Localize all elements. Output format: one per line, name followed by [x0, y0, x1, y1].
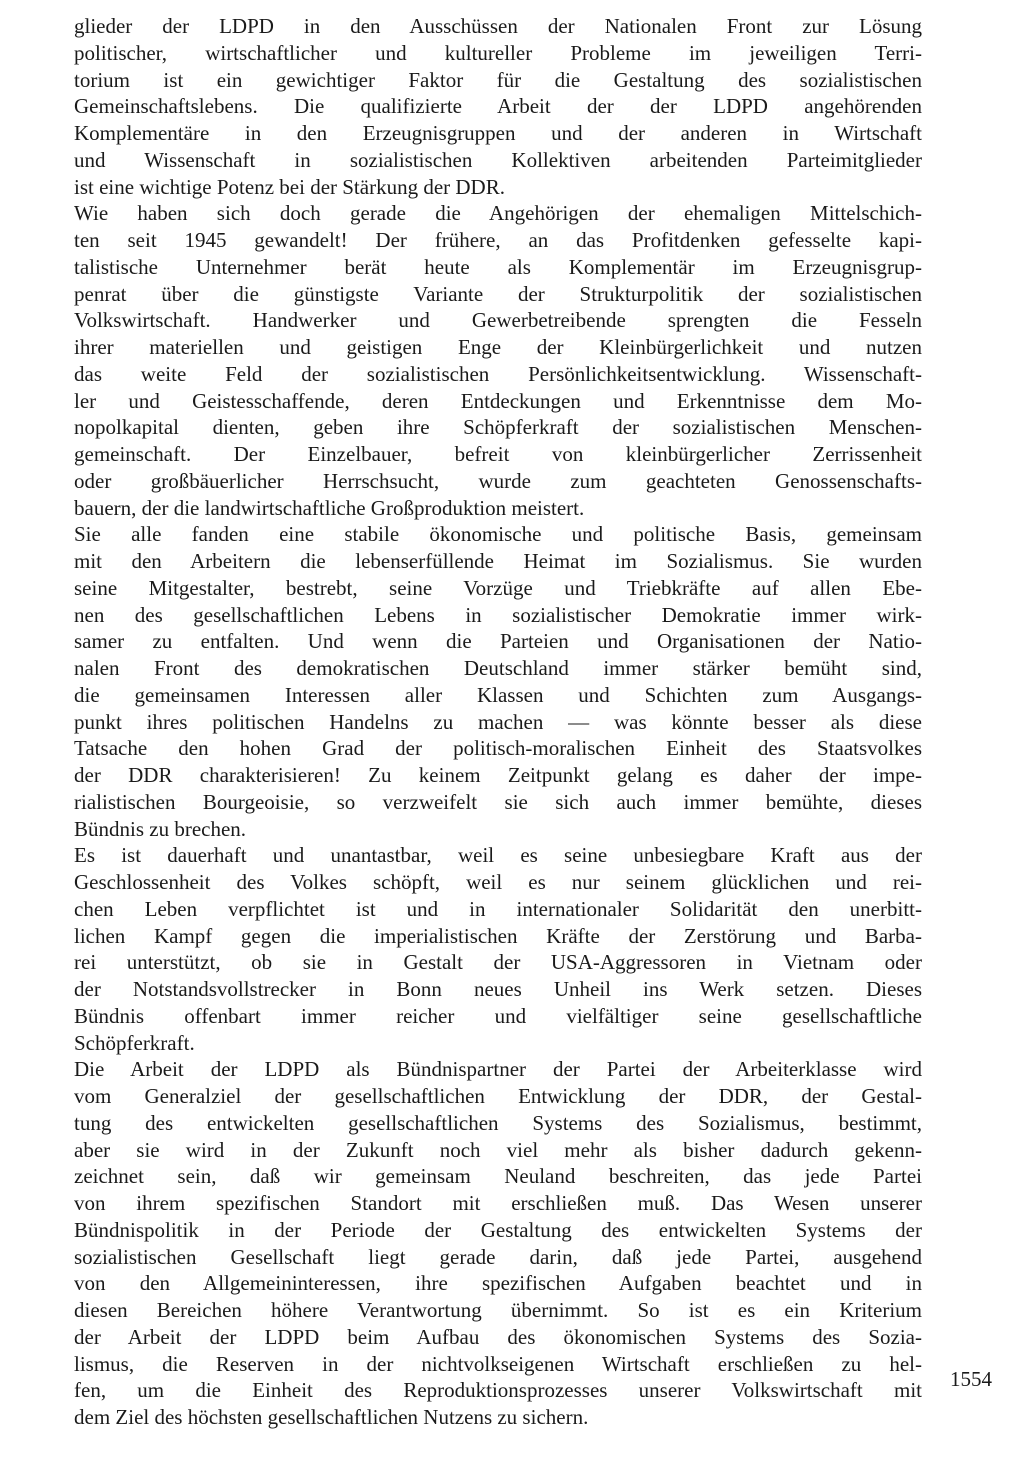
text-line: und Wissenschaft in sozialistischen Kollektiven arbeitenden Parteimitglieder [74, 147, 922, 172]
text-line: politischer, wirtschaftlicher und kultureller Probleme im jeweiligen Terri- [74, 40, 922, 65]
text-line: Volkswirtschaft. Handwerker und Gewerbetreibende sprengten die Fesseln [74, 308, 922, 333]
text-line: oder großbäuerlicher Herrschsucht, wurde zum geachteten Genossenschafts- [74, 468, 922, 493]
text-line: torium ist ein gewichtiger Faktor für die Gestaltung des sozialistischen [74, 67, 922, 92]
text-line: der Notstandsvollstrecker in Bonn neues Unheil ins Werk setzen. Dieses [74, 977, 922, 1001]
text-line: glieder der LDPD in den Ausschüssen der Nationalen Front zur Lösung [74, 14, 922, 38]
text-line: Schöpferkraft. [74, 1030, 195, 1055]
text-line: ler und Geistesschaffende, deren Entdeckungen und Erkenntnisse dem Mo- [74, 388, 922, 413]
text-line: von ihrem spezifischen Standort mit erschließen muß. Das Wesen unserer [74, 1191, 922, 1215]
page-number: 1554 [950, 1367, 992, 1391]
text-line: Bündnispolitik in der Periode der Gestaltung des entwickelten Systems der [74, 1217, 922, 1242]
body-text [74, 13, 922, 1431]
text-line: Bündnis zu brechen. [74, 816, 247, 841]
text-line: seine Mitgestalter, bestrebt, seine Vorzüge und Triebkräfte auf allen Ebe- [74, 575, 922, 600]
text-line: Sie alle fanden eine stabile ökonomische und politische Basis, gemeinsam [74, 522, 922, 547]
text-line: vom Generalziel der gesellschaftlichen Entwicklung der DDR, der Gestal- [74, 1084, 922, 1108]
text-line: Komplementäre in den Erzeugnisgruppen und der anderen in Wirtschaft [74, 121, 922, 145]
text-line: chen Leben verpflichtet ist und in internationaler Solidarität den unerbitt- [74, 896, 922, 921]
text-line: nopolkapital dienten, geben ihre Schöpferkraft der sozialistischen Menschen- [74, 415, 922, 440]
text-line: ten seit 1945 gewandelt! Der frühere, an das Profitdenken gefesselte kapi- [74, 228, 922, 252]
text-line: fen, um die Einheit des Reproduktionsprozesses unserer Volkswirtschaft mit [74, 1378, 922, 1403]
text-line: dem Ziel des höchsten gesellschaftlichen Nutzens zu sichern. [74, 1405, 589, 1429]
text-line: Tatsache den hohen Grad der politisch-moralischen Einheit des Staatsvolkes [74, 736, 922, 761]
text-line: lichen Kampf gegen die imperialistischen Kräfte der Zerstörung und Barba- [74, 923, 922, 948]
text-line: ist eine wichtige Potenz bei der Stärkung der DDR. [74, 174, 505, 199]
text-line: sozialistischen Gesellschaft liegt gerade darin, daß jede Partei, ausgehend [74, 1244, 922, 1269]
text-line: der Arbeit der LDPD beim Aufbau des ökonomischen Systems des Sozia- [74, 1324, 922, 1349]
text-line: Geschlossenheit des Volkes schöpft, weil es nur seinem glücklichen und rei- [74, 870, 922, 894]
text-line: penrat über die günstigste Variante der Strukturpolitik der sozialistischen [74, 281, 922, 306]
text-line: Die Arbeit der LDPD als Bündnispartner der Partei der Arbeiterklasse wird [74, 1057, 922, 1082]
text-line: rei unterstützt, ob sie in Gestalt der USA-Aggressoren in Vietnam oder [74, 950, 922, 975]
text-line: samer zu entfalten. Und wenn die Parteien und Organisationen der Natio- [74, 629, 922, 654]
text-line: bauern, der die landwirtschaftliche Großproduktion meistert. [74, 495, 585, 520]
text-line: das weite Feld der sozialistischen Persönlichkeitsentwicklung. Wissenschaft- [74, 361, 922, 386]
text-line: punkt ihres politischen Handelns zu machen — was könnte besser als diese [74, 709, 922, 734]
text-line: lismus, die Reserven in der nichtvolkseigenen Wirtschaft erschließen zu hel- [74, 1351, 922, 1376]
text-line: rialistischen Bourgeoisie, so verzweifelt sie sich auch immer bemühte, dieses [74, 789, 922, 814]
text-line: zeichnet sein, daß wir gemeinsam Neuland beschreiten, das jede Partei [74, 1164, 922, 1189]
text-line: Gemeinschaftslebens. Die qualifizierte Arbeit der der LDPD angehörenden [74, 94, 922, 119]
text-line: von den Allgemeininteressen, ihre spezifischen Aufgaben beachtet und in [74, 1271, 922, 1296]
text-line: talistische Unternehmer berät heute als Komplementär im Erzeugnisgrup- [74, 254, 922, 279]
text-line: nalen Front des demokratischen Deutschland immer stärker bemüht sind, [74, 656, 922, 680]
text-line: gemeinschaft. Der Einzelbauer, befreit von kleinbürgerlicher Zerrissenheit [74, 442, 922, 466]
text-line: Wie haben sich doch gerade die Angehörigen der ehemaligen Mittelschich- [74, 201, 922, 226]
text-line: Es ist dauerhaft und unantastbar, weil es seine unbesiegbare Kraft aus der [74, 843, 922, 868]
text-line: aber sie wird in der Zukunft noch viel mehr als bisher dadurch gekenn- [74, 1137, 922, 1162]
text-line: der DDR charakterisieren! Zu keinem Zeitpunkt gelang es daher der impe- [74, 763, 922, 787]
text-line: diesen Bereichen höhere Verantwortung übernimmt. So ist es ein Kriterium [74, 1298, 922, 1322]
text-line: die gemeinsamen Interessen aller Klassen und Schichten zum Ausgangs- [74, 682, 922, 707]
text-line: nen des gesellschaftlichen Lebens in sozialistischer Demokratie immer wirk- [74, 602, 922, 627]
text-line: ihrer materiellen und geistigen Enge der Kleinbürgerlichkeit und nutzen [74, 335, 922, 359]
text-line: mit den Arbeitern die lebenserfüllende Heimat im Sozialismus. Sie wurden [74, 549, 922, 573]
text-line: Bündnis offenbart immer reicher und vielfältiger seine gesellschaftliche [74, 1003, 922, 1028]
text-line: tung des entwickelten gesellschaftlichen Systems des Sozialismus, bestimmt, [74, 1110, 922, 1135]
